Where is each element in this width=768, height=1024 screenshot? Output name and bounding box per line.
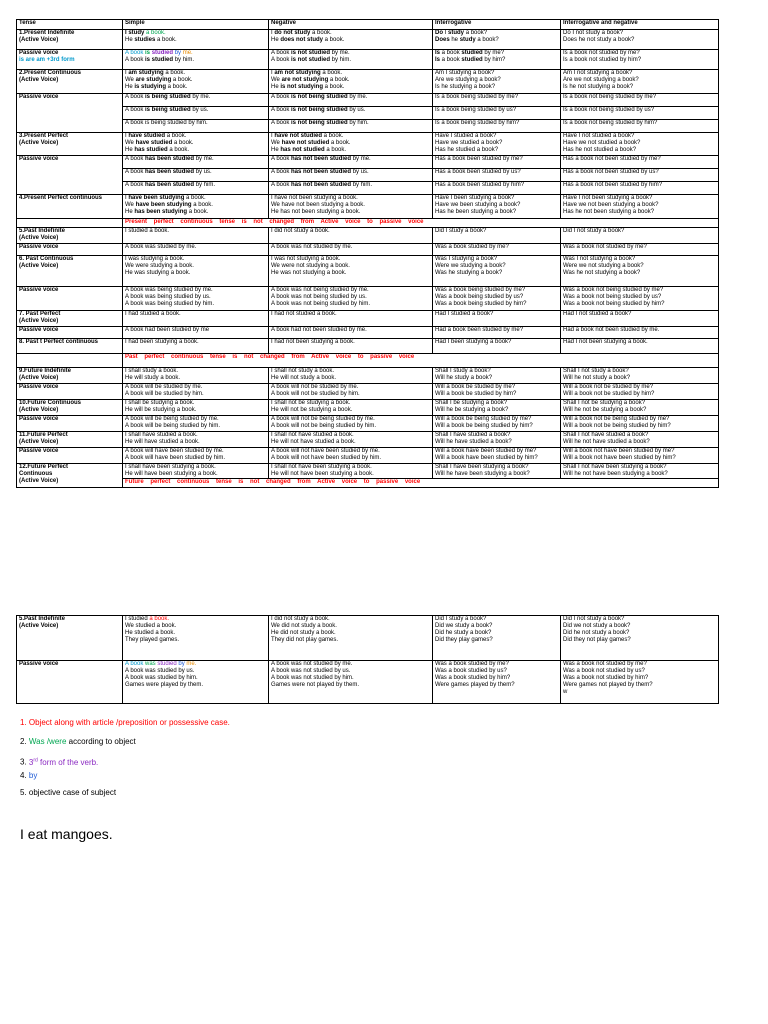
header-interrogative-negative: Interrogative and negative	[561, 20, 719, 30]
tense-cell: Passive voice is are am +3rd form	[17, 50, 123, 70]
table-row	[17, 311, 719, 327]
negative-cell: I have not studied a book. We have not studied a book. He has not studied a book.	[269, 133, 433, 156]
negative-cell: A book has not been studied by me.	[269, 156, 433, 169]
table-row	[17, 107, 719, 120]
simple-cell: I am studying a book. We are studying a book. He is studying a book.	[123, 70, 269, 94]
interrogative-negative-cell: Was a book not studied by me?	[561, 244, 719, 256]
tense-cell: 3.Present Perfect (Active Voice)	[17, 133, 123, 156]
simple-cell: A book has been studied by him.	[123, 182, 269, 195]
interrogative-cell: Is a book studied by me? Is a book studied by him?	[433, 50, 561, 70]
table-row	[17, 195, 719, 219]
tense-cell: Passive voice	[17, 244, 123, 256]
interrogative-negative-cell: Was a book not studied by me? Was a book not studied by us? Was a book not studied by him? Were games not played by them? w	[561, 661, 719, 704]
past-indefinite-table	[16, 615, 719, 704]
tense-table	[16, 19, 719, 488]
interrogative-negative-cell: Has a book not been studied by him?	[561, 182, 719, 195]
negative-cell: I do not study a book. He does not study a book.	[269, 30, 433, 50]
table-row	[17, 416, 719, 432]
table-row	[17, 339, 719, 354]
header-negative: Negative	[269, 20, 433, 30]
interrogative-negative-cell: Have I not been studying a book? Have we not been studying a book? Has he not been studying a book?	[561, 195, 719, 219]
tense-cell	[17, 354, 123, 368]
tense-cell: 1.Present Indefinite (Active Voice)	[17, 30, 123, 50]
interrogative-negative-cell: Shall I not be studying a book? Will he not be studying a book?	[561, 400, 719, 416]
interrogative-negative-cell: Shall I not have studied a book? Will he not have studied a book?	[561, 432, 719, 448]
negative-cell: A book was not studied by me.	[269, 244, 433, 256]
interrogative-cell: Was a book studied by me?	[433, 244, 561, 256]
tense-cell: 5.Past Indefinite (Active Voice)	[17, 616, 123, 661]
tense-cell: Passive voice	[17, 661, 123, 704]
simple-cell: I have studied a book. We have studied a book. He has studied a book.	[123, 133, 269, 156]
table-row	[17, 616, 719, 661]
interrogative-cell: Had a book been studied by me?	[433, 327, 561, 339]
simple-cell: I studied a book.	[123, 228, 269, 244]
interrogative-cell: Will a book be being studied by me? Will a book be being studied by him?	[433, 416, 561, 432]
interrogative-cell: Did I study a book?	[433, 228, 561, 244]
interrogative-cell: Had I studied a book?	[433, 311, 561, 327]
negative-cell: I shall not have studied a book. He will not have studied a book.	[269, 432, 433, 448]
header-tense: Tense	[17, 20, 123, 30]
simple-cell: A book has been studied by us.	[123, 169, 269, 182]
interrogative-cell: Was a book studied by me? Was a book studied by us? Was a book studied by him? Were games played by them?	[433, 661, 561, 704]
tense-cell: Passive voice	[17, 416, 123, 432]
tense-cell: Passive voice	[17, 156, 123, 195]
simple-cell: A book had been studied by me	[123, 327, 269, 339]
negative-cell: A book was not studied by me. A book was not studied by us. A book was not studied by him. Games were not played by them.	[269, 661, 433, 704]
simple-cell: I shall be studying a book. He will be studying a book.	[123, 400, 269, 416]
interrogative-cell: Was a book being studied by me? Was a book being studied by us? Was a book being studied by him?	[433, 287, 561, 311]
table-row	[17, 661, 719, 704]
note-cell: Present perfect continuous tense is not changed from Active voice to passive voice	[123, 219, 719, 228]
tense-cell: 12.Future Perfect Continuous (Active Voice)	[17, 464, 123, 488]
interrogative-negative-cell: Had I not been studying a book.	[561, 339, 719, 354]
interrogative-negative-cell: Was a book not being studied by me? Was a book not being studied by us? Was a book not being studied by him?	[561, 287, 719, 311]
table-row	[17, 228, 719, 244]
table-row	[17, 448, 719, 464]
tense-cell: 5.Past Indefinite (Active Voice)	[17, 228, 123, 244]
legend-item-3: 3. 3rd form of the verb.	[20, 757, 99, 767]
simple-cell: I shall study a book. He will study a book.	[123, 368, 269, 384]
table-header-row	[17, 20, 719, 30]
negative-cell: I did not study a book. We did not study a book. He did not study a book. They did not play games.	[269, 616, 433, 661]
simple-cell: I had been studying a book.	[123, 339, 269, 354]
table-row	[17, 368, 719, 384]
interrogative-cell: Had I been studying a book?	[433, 339, 561, 354]
tense-cell: 4.Present Perfect continuous	[17, 195, 123, 219]
interrogative-negative-cell: Had I not studied a book?	[561, 311, 719, 327]
table-row	[17, 244, 719, 256]
tense-cell: Passive voice	[17, 287, 123, 311]
interrogative-cell: Shall I study a book? Will he study a book?	[433, 368, 561, 384]
interrogative-cell: Did I study a book? Did we study a book? Did he study a book? Did they play games?	[433, 616, 561, 661]
tense-cell: 10.Future Continuous (Active Voice)	[17, 400, 123, 416]
example-sentence: I eat mangoes.	[20, 826, 113, 842]
interrogative-cell: Was I studying a book? Were we studying a book? Was he studying a book?	[433, 256, 561, 287]
negative-cell: I shall not be studying a book. He will not be studying a book.	[269, 400, 433, 416]
legend-item-5: 5. objective case of subject	[20, 788, 117, 797]
interrogative-negative-cell: Did I not study a book? Did we not study a book? Did he not study a book? Did they not play games?	[561, 616, 719, 661]
interrogative-negative-cell: Is a book not studied by me? Is a book not studied by him?	[561, 50, 719, 70]
simple-cell: I shall have been studying a book. He will have been studying a book.	[123, 464, 269, 479]
negative-cell: A book will not be being studied by me. A book will not be being studied by him.	[269, 416, 433, 432]
interrogative-negative-cell: Was I not studying a book? Were we not studying a book? Was he not studying a book?	[561, 256, 719, 287]
legend-item-4: 4. by	[20, 771, 38, 780]
tense-cell: 6. Past Continuous (Active Voice)	[17, 256, 123, 287]
negative-cell: A book has not been studied by him.	[269, 182, 433, 195]
table-row	[17, 156, 719, 169]
simple-cell: A book is studied by me. A book is studied by him.	[123, 50, 269, 70]
simple-cell: A book was studied by me. A book was studied by us. A book was studied by him. Games were played by them.	[123, 661, 269, 704]
simple-cell: A book will be studied by me. A book will be studied by him.	[123, 384, 269, 400]
table-row	[17, 169, 719, 182]
interrogative-negative-cell: Will a book not be being studied by me? Will a book not be being studied by him?	[561, 416, 719, 432]
negative-cell: A book has not been studied by us.	[269, 169, 433, 182]
table-row	[17, 70, 719, 94]
interrogative-cell: Is a book being studied by us?	[433, 107, 561, 120]
simple-cell: A book will have been studied by me. A book will have been studied by him.	[123, 448, 269, 464]
interrogative-negative-cell: Will a book not have been studied by me? Will a book not have been studied by him?	[561, 448, 719, 464]
table-row	[17, 219, 719, 228]
simple-cell: A book is being studied by me.	[123, 94, 269, 107]
table-row	[17, 479, 719, 488]
table-row	[17, 384, 719, 400]
header-interrogative: Interrogative	[433, 20, 561, 30]
table-row	[17, 30, 719, 50]
interrogative-negative-cell: Has a book not been studied by us?	[561, 169, 719, 182]
table-row	[17, 182, 719, 195]
interrogative-cell: Has a book been studied by us?	[433, 169, 561, 182]
simple-cell: I had studied a book.	[123, 311, 269, 327]
simple-cell: A book was being studied by me. A book was being studied by us. A book was being studied by him.	[123, 287, 269, 311]
tense-cell: 7. Past Perfect (Active Voice)	[17, 311, 123, 327]
negative-cell: A book is not studied by me. A book is not studied by him.	[269, 50, 433, 70]
tense-cell: 11.Future Perfect (Active Voice)	[17, 432, 123, 448]
negative-cell: I was not studying a book. We were not studying a book. He was not studying a book.	[269, 256, 433, 287]
interrogative-cell: Has a book been studied by him?	[433, 182, 561, 195]
tense-cell: Passive voice	[17, 327, 123, 339]
interrogative-cell: Is a book being studied by me?	[433, 94, 561, 107]
legend-item-1: 1. Object along with article /preposition or possessive case.	[20, 718, 230, 727]
table-row	[17, 256, 719, 287]
tense-cell: Passive voice	[17, 448, 123, 464]
table-row	[17, 287, 719, 311]
negative-cell: A book is not being studied by us.	[269, 107, 433, 120]
negative-cell: I did not study a book.	[269, 228, 433, 244]
simple-cell: A book will be being studied by me. A book will be being studied by him.	[123, 416, 269, 432]
tense-cell: Passive voice	[17, 94, 123, 133]
tense-cell: 9.Future Indefinite (Active Voice)	[17, 368, 123, 384]
interrogative-cell: Have I studied a book? Have we studied a book? Has he studied a book?	[433, 133, 561, 156]
interrogative-negative-cell: Is a book not being studied by us?	[561, 107, 719, 120]
interrogative-cell: Is a book being studied by him?	[433, 120, 561, 133]
table-row	[17, 133, 719, 156]
simple-cell: I shall have studied a book. He will have studied a book.	[123, 432, 269, 448]
simple-cell: A book is being studied by him.	[123, 120, 269, 133]
negative-cell: I had not studied a book.	[269, 311, 433, 327]
negative-cell: A book will not have been studied by me. A book will not have been studied by him.	[269, 448, 433, 464]
interrogative-negative-cell: Have I not studied a book? Have we not studied a book? Has he not studied a book?	[561, 133, 719, 156]
interrogative-negative-cell: Do I not study a book? Does he not study a book?	[561, 30, 719, 50]
interrogative-cell: Have I been studying a book? Have we been studying a book? Has he been studying a book?	[433, 195, 561, 219]
tense-cell: 2.Present Continuous (Active Voice)	[17, 70, 123, 94]
table-row	[17, 432, 719, 448]
negative-cell: I am not studying a book. We are not studying a book. He is not studying a book.	[269, 70, 433, 94]
interrogative-cell: Shall I have been studying a book? Will he have been studying a book?	[433, 464, 561, 479]
interrogative-negative-cell: Did I not study a book?	[561, 228, 719, 244]
negative-cell: A book is not being studied by him.	[269, 120, 433, 133]
simple-cell: I studied a book. We studied a book. He studied a book. They played games.	[123, 616, 269, 661]
table-row	[17, 120, 719, 133]
interrogative-cell: Shall I have studied a book? Will he have studied a book?	[433, 432, 561, 448]
tense-cell	[17, 219, 123, 228]
negative-cell: A book had not been studied by me.	[269, 327, 433, 339]
legend-item-2: 2. Was /were according to object	[20, 737, 136, 746]
interrogative-cell: Do I study a book? Does he study a book?	[433, 30, 561, 50]
simple-cell: A book was studied by me.	[123, 244, 269, 256]
interrogative-negative-cell: Shall I not have been studying a book? Will he not have been studying a book?	[561, 464, 719, 479]
tense-cell: Passive voice	[17, 384, 123, 400]
negative-cell: I have not been studying a book. We have not been studying a book. He has not been studying a book.	[269, 195, 433, 219]
interrogative-cell: Will a book be studied by me? Will a book be studied by him?	[433, 384, 561, 400]
table-row	[17, 50, 719, 70]
interrogative-negative-cell: Will a book not be studied by me? Will a book not be studied by him?	[561, 384, 719, 400]
note-cell: Past perfect continuous tense is not changed from Active voice to passive voice	[123, 354, 719, 368]
interrogative-cell: Will a book have been studied by me? Will a book have been studied by him?	[433, 448, 561, 464]
interrogative-negative-cell: Is a book not being studied by me?	[561, 94, 719, 107]
interrogative-cell: Has a book been studied by me?	[433, 156, 561, 169]
simple-cell: I was studying a book. We were studying a book. He was studying a book.	[123, 256, 269, 287]
simple-cell: A book has been studied by me.	[123, 156, 269, 169]
negative-cell: I shall not have been studying a book. He will not have been studying a book.	[269, 464, 433, 479]
simple-cell: I study a book. He studies a book.	[123, 30, 269, 50]
interrogative-negative-cell: Am I not studying a book? Are we not studying a book? Is he not studying a book?	[561, 70, 719, 94]
interrogative-negative-cell: Is a book not being studied by him?	[561, 120, 719, 133]
interrogative-negative-cell: Shall I not study a book? Will he not study a book?	[561, 368, 719, 384]
table-row	[17, 94, 719, 107]
interrogative-cell: Am I studying a book? Are we studying a book? Is he studying a book?	[433, 70, 561, 94]
table-row	[17, 464, 719, 479]
table-row	[17, 400, 719, 416]
table-row	[17, 327, 719, 339]
simple-cell: I have been studying a book. We have been studying a book. He has been studying a book.	[123, 195, 269, 219]
header-simple: Simple	[123, 20, 269, 30]
table-row	[17, 354, 719, 368]
simple-cell: A book is being studied by us.	[123, 107, 269, 120]
interrogative-cell: Shall I be studying a book? Will he be studying a book?	[433, 400, 561, 416]
negative-cell: I shall not study a book. He will not study a book.	[269, 368, 433, 384]
interrogative-negative-cell: Has a book not been studied by me?	[561, 156, 719, 169]
negative-cell: I had not been studying a book.	[269, 339, 433, 354]
negative-cell: A book will not be studied by me. A book will not be studied by him.	[269, 384, 433, 400]
interrogative-negative-cell: Had a book not been studied by me.	[561, 327, 719, 339]
tense-cell: 8. Past t Perfect continuous	[17, 339, 123, 354]
negative-cell: A book was not being studied by me. A book was not being studied by us. A book was not being studied by him.	[269, 287, 433, 311]
note-cell: Future perfect continuous tense is not changed from Active voice to passive voice	[123, 479, 719, 488]
negative-cell: A book is not being studied by me.	[269, 94, 433, 107]
